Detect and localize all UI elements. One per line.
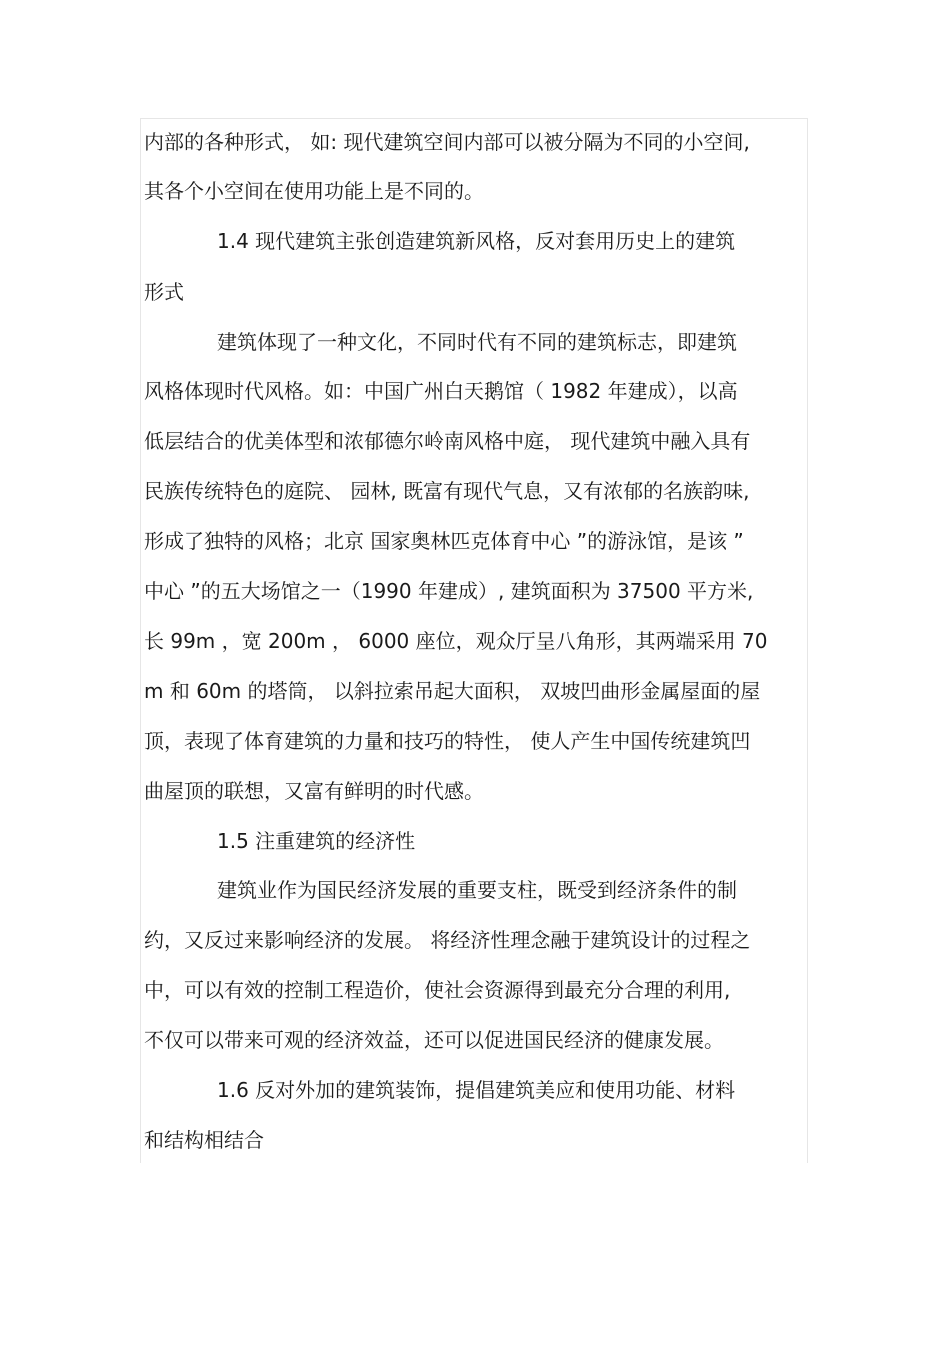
text-line: 其各个小空间在使用功能上是不同的。 <box>144 179 484 203</box>
text-line: 风格体现时代风格。如：中国广州白天鹅馆（ 1982 年建成），以高 <box>144 379 738 403</box>
text-line: m 和 60m 的塔筒， 以斜拉索吊起大面积， 双坡凹曲形金属屋面的屋 <box>144 679 761 703</box>
paragraph-start: 建筑体现了一种文化，不同时代有不同的建筑标志，即建筑 <box>217 330 737 354</box>
text-line: 约，又反过来影响经济的发展。 将经济性理念融于建筑设计的过程之 <box>144 928 751 952</box>
text-line: 低层结合的优美体型和浓郁德尔岭南风格中庭， 现代建筑中融入具有 <box>144 429 751 453</box>
text-line: 中心 ”的五大场馆之一（1990 年建成）, 建筑面积为 37500 平方米, <box>144 579 754 603</box>
section-heading-1-6-cont: 和结构相结合 <box>144 1128 264 1152</box>
section-heading-1-5: 1.5 注重建筑的经济性 <box>217 829 416 853</box>
section-heading-1-6: 1.6 反对外加的建筑装饰，提倡建筑美应和使用功能、材料 <box>217 1078 736 1102</box>
text-line: 中，可以有效的控制工程造价，使社会资源得到最充分合理的利用, <box>144 978 731 1002</box>
section-heading-1-4-cont: 形式 <box>144 280 184 304</box>
section-heading-1-4: 1.4 现代建筑主张创造建筑新风格，反对套用历史上的建筑 <box>217 229 736 253</box>
text-line: 曲屋顶的联想，又富有鲜明的时代感。 <box>144 779 484 803</box>
text-line: 民族传统特色的庭院、 园林, 既富有现代气息，又有浓郁的名族韵味, <box>144 479 750 503</box>
text-line: 长 99m ，宽 200m ， 6000 座位，观众厅呈八角形，其两端采用 70 <box>144 629 768 653</box>
text-line: 顶，表现了体育建筑的力量和技巧的特性， 使人产生中国传统建筑凹 <box>144 729 751 753</box>
text-line: 形成了独特的风格；北京 国家奥林匹克体育中心 ”的游泳馆，是该 ” <box>144 529 744 553</box>
text-line: 内部的各种形式， 如: 现代建筑空间内部可以被分隔为不同的小空间, <box>144 130 750 154</box>
paragraph-start: 建筑业作为国民经济发展的重要支柱，既受到经济条件的制 <box>217 878 737 902</box>
text-line: 不仅可以带来可观的经济效益，还可以促进国民经济的健康发展。 <box>144 1028 724 1052</box>
